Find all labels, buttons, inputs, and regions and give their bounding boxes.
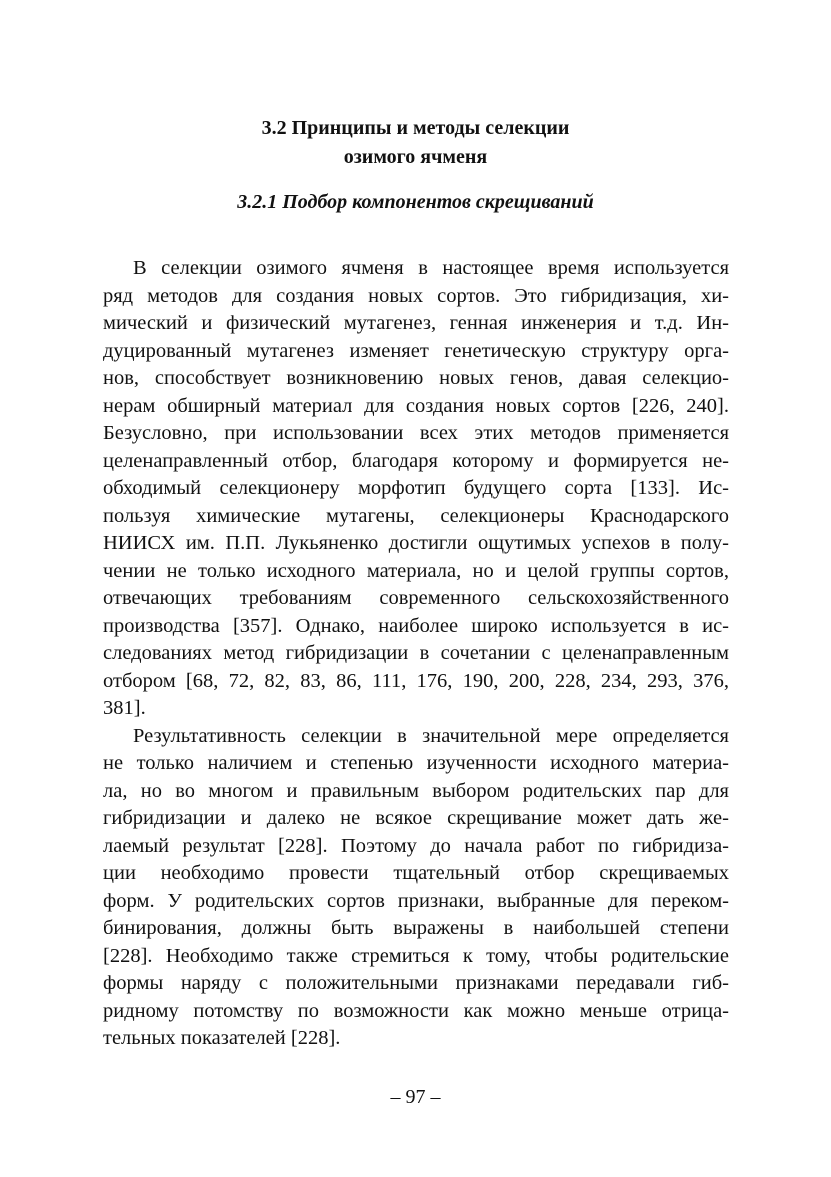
text-line: дуцированный мутагенез изменяет генетическую структуру орга- xyxy=(103,340,729,362)
subsection-title: 3.2.1 Подбор компонентов скрещиваний xyxy=(237,191,594,213)
text-line: формы наряду с положительными признаками передавали гиб- xyxy=(103,972,729,994)
text-line: [228]. Необходимо также стремиться к тому, чтобы родительские xyxy=(103,945,729,967)
text-line: целенаправленный отбор, благодаря которому и формируется не- xyxy=(103,450,729,472)
text-line: лаемый результат [228]. Поэтому до начала работ по гибридиза- xyxy=(103,835,729,857)
page-number: – 97 – xyxy=(390,1086,441,1108)
text-line: нов, способствует возникновению новых генов, давая селекцио- xyxy=(103,367,729,389)
text-line: НИИСХ им. П.П. Лукьяненко достигли ощутимых успехов в полу- xyxy=(103,532,729,554)
text-line: следованиях метод гибридизации в сочетании с целенаправленным xyxy=(103,642,729,664)
text-line: тельных показателей [228]. xyxy=(103,1027,341,1049)
text-line: мический и физический мутагенез, генная инженерия и т.д. Ин- xyxy=(103,312,729,334)
text-line: чении не только исходного материала, но и целой группы сортов, xyxy=(103,560,729,582)
text-line: ряд методов для создания новых сортов. Это гибридизация, хи- xyxy=(103,285,729,307)
text-line: ридному потомству по возможности как можно меньше отрица- xyxy=(103,1000,729,1022)
text-line: не только наличием и степенью изученности исходного материа- xyxy=(103,752,729,774)
text-line: ла, но во многом и правильным выбором родительских пар для xyxy=(103,780,729,802)
text-line: обходимый селекционеру морфотип будущего сорта [133]. Ис- xyxy=(103,477,729,499)
text-line: производства [357]. Однако, наиболее широко используется в ис- xyxy=(103,615,729,637)
text-line: ции необходимо провести тщательный отбор скрещиваемых xyxy=(103,862,729,884)
text-line: форм. У родительских сортов признаки, выбранные для переком- xyxy=(103,890,729,912)
section-title-line-2: озимого ячменя xyxy=(343,146,488,168)
section-title-line-1: 3.2 Принципы и методы селекции xyxy=(261,117,570,139)
text-line: отвечающих требованиям современного сельскохозяйственного xyxy=(103,587,729,609)
text-line: отбором [68, 72, 82, 83, 86, 111, 176, 190, 200, 228, 234, 293, 376, xyxy=(103,670,729,692)
text-line: Безусловно, при использовании всех этих методов применяется xyxy=(103,422,729,444)
text-line: 381]. xyxy=(103,697,146,719)
text-line: гибридизации и далеко не всякое скрещивание может дать же- xyxy=(103,807,729,829)
text-line: Результативность селекции в значительной мере определяется xyxy=(133,725,729,747)
text-line: бинирования, должны быть выражены в наибольшей степени xyxy=(103,917,729,939)
text-line: В селекции озимого ячменя в настоящее время используется xyxy=(133,257,729,279)
text-line: нерам обширный материал для создания новых сортов [226, 240]. xyxy=(103,395,729,417)
text-line: пользуя химические мутагены, селекционеры Краснодарского xyxy=(103,505,729,527)
